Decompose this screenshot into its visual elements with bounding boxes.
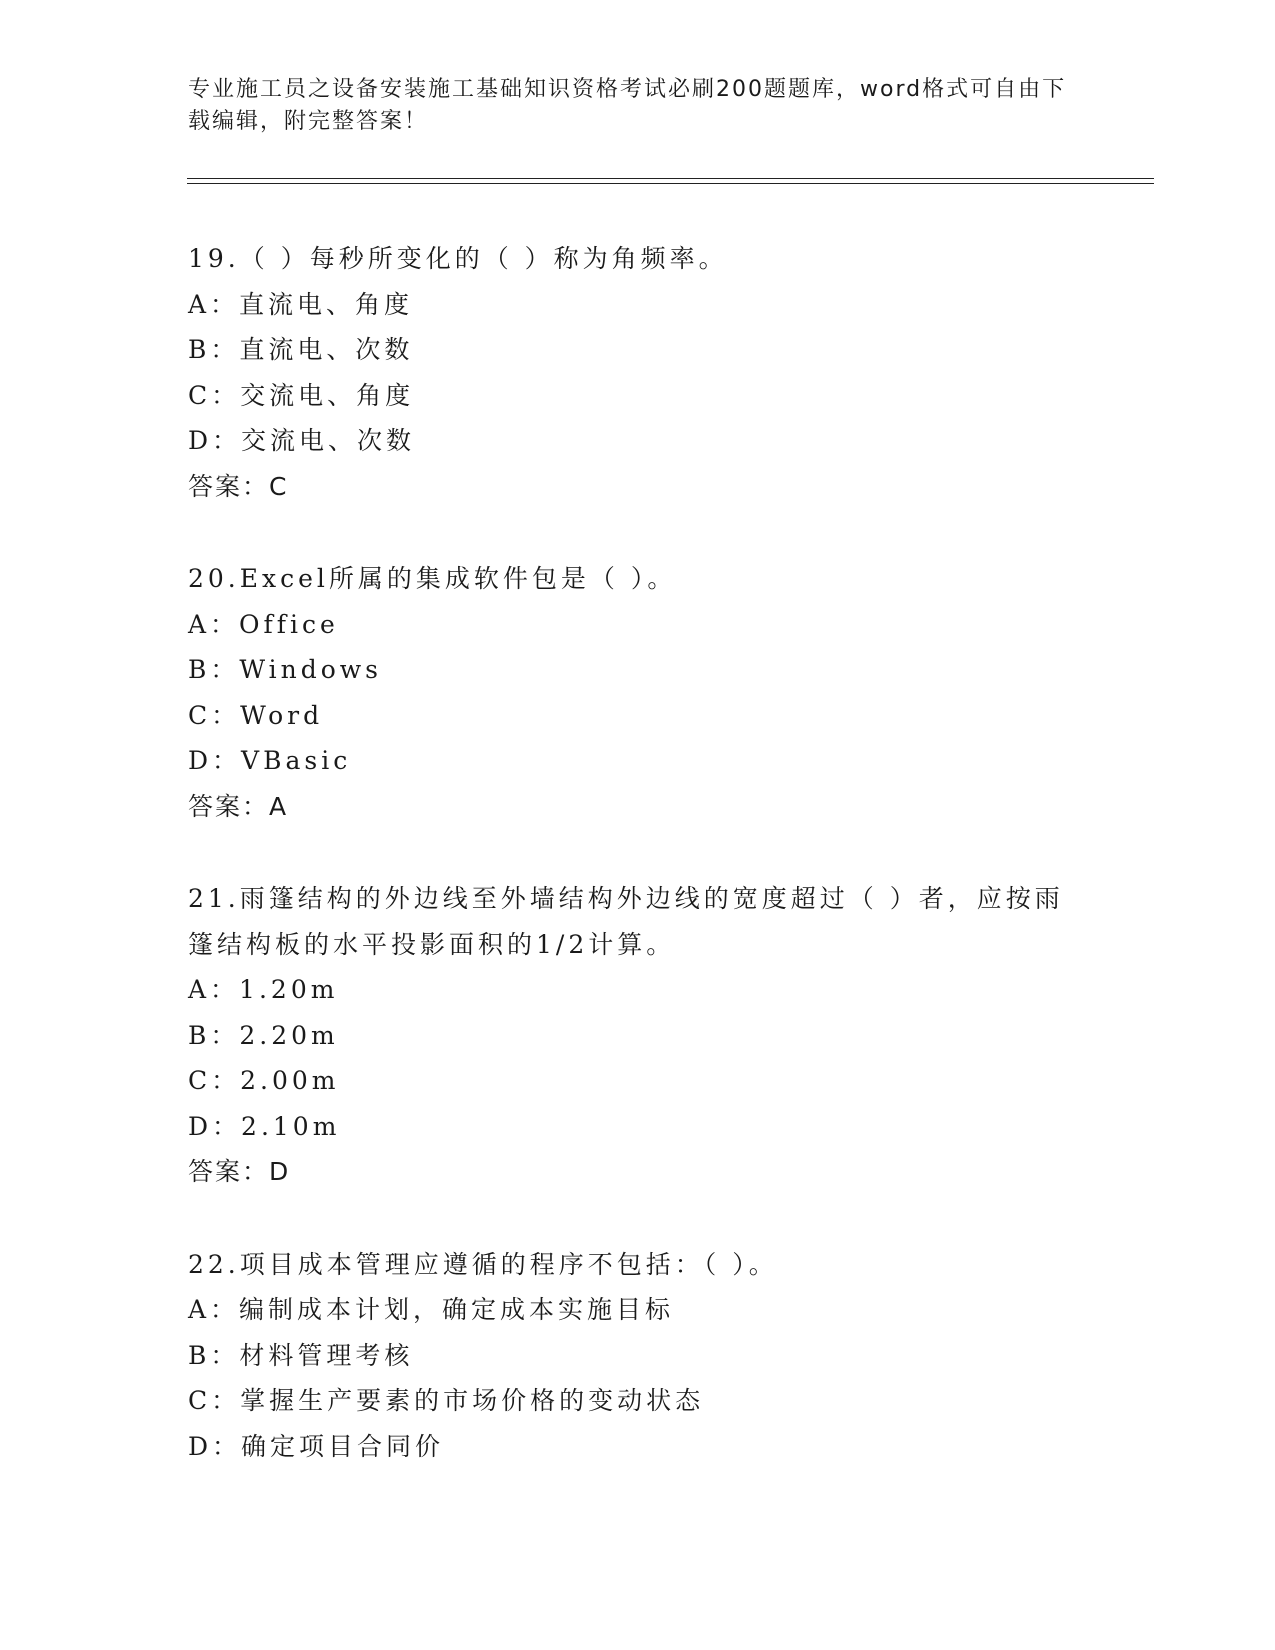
header-divider-bottom bbox=[187, 183, 1154, 184]
question-text: 22.项目成本管理应遵循的程序不包括：（ ）。 bbox=[188, 1249, 778, 1279]
question-20 bbox=[188, 556, 1088, 829]
option-b: B：材料管理考核 bbox=[188, 1340, 414, 1370]
option-b: B：2.20m bbox=[188, 1020, 339, 1050]
document-header: 专业施工员之设备安装施工基础知识资格考试必刷200题题库，word格式可自由下载编辑，附完整答案！ bbox=[188, 77, 1067, 134]
header-divider-top bbox=[187, 178, 1154, 179]
answer: 答案：C bbox=[188, 471, 289, 501]
question-22 bbox=[188, 1242, 1088, 1470]
option-a: A：直流电、角度 bbox=[188, 289, 414, 319]
option-a: A：1.20m bbox=[188, 975, 339, 1004]
option-c: C：Word bbox=[188, 700, 324, 730]
question-text: 21.雨篷结构的外边线至外墙结构外边线的宽度超过（ ）者，应按雨篷结构板的水平投影面积的1/2计算。 bbox=[188, 884, 1064, 959]
question-text: 19.（ ）每秒所变化的（ ）称为角频率。 bbox=[188, 244, 728, 273]
option-c: C：掌握生产要素的市场价格的变动状态 bbox=[188, 1386, 705, 1415]
answer: 答案：A bbox=[188, 791, 289, 821]
question-21 bbox=[188, 876, 1088, 1195]
question-19 bbox=[188, 236, 1088, 509]
option-a: A：Office bbox=[188, 609, 339, 639]
option-d: D：确定项目合同价 bbox=[188, 1431, 445, 1461]
option-a: A：编制成本计划，确定成本实施目标 bbox=[188, 1295, 675, 1324]
option-d: D：VBasic bbox=[188, 746, 352, 775]
option-d: D：交流电、次数 bbox=[188, 426, 416, 455]
option-d: D：2.10m bbox=[188, 1111, 341, 1141]
option-b: B：直流电、次数 bbox=[188, 335, 414, 364]
option-c: C：2.00m bbox=[188, 1066, 340, 1095]
question-text: 20.Excel所属的集成软件包是（ ）。 bbox=[188, 564, 677, 593]
option-c: C：交流电、角度 bbox=[188, 380, 415, 410]
answer: 答案：D bbox=[188, 1157, 291, 1186]
question-list bbox=[188, 236, 1088, 1516]
option-b: B：Windows bbox=[188, 655, 383, 684]
